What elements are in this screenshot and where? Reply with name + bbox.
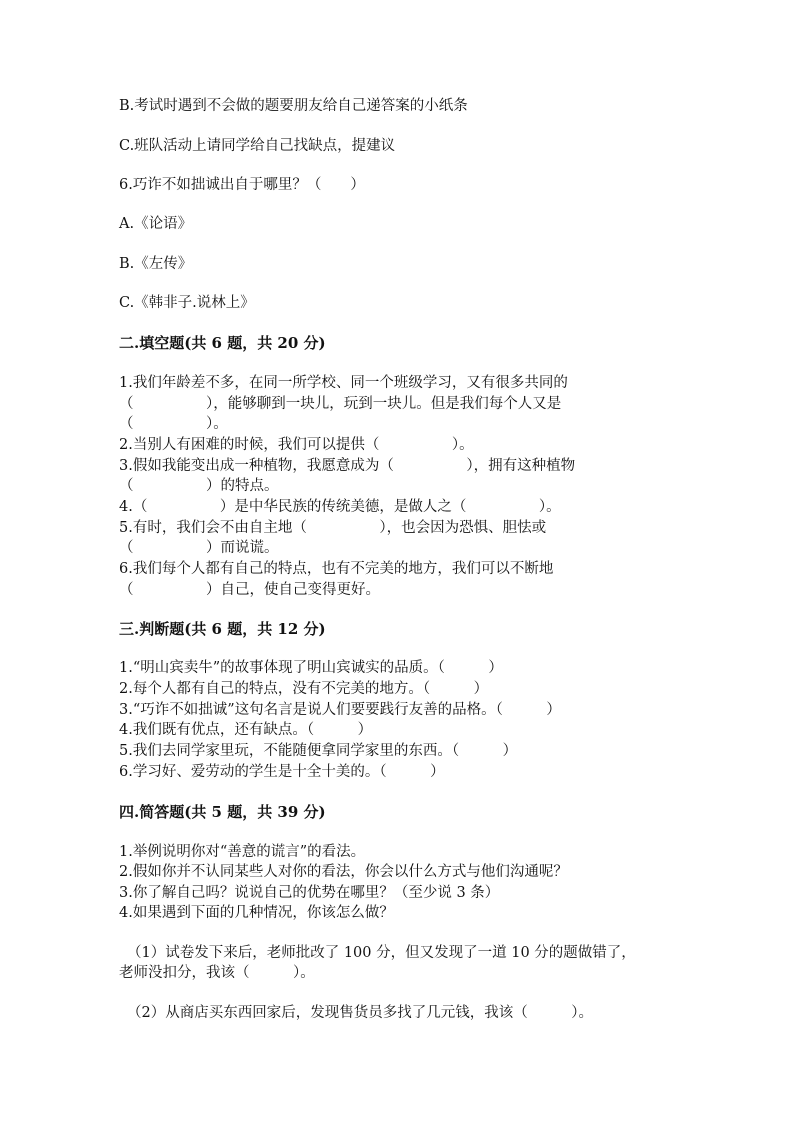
fill-blank-line: （ ）。 [119,416,228,432]
fill-blank-line: 1.我们年龄差不多，在同一所学校、同一个班级学习，又有很多共同的 [119,375,568,391]
short-answer-line: 3.你了解自己吗？说说自己的优势在哪里？（至少说 3 条） [119,885,500,901]
fill-blank-line: （ ），能够聊到一块儿，玩到一块儿。但是我们每个人又是 [119,396,562,412]
sub-question-1-cont: 老师没扣分，我该（ ）。 [119,965,315,981]
fill-blank-line: 6.我们每个人都有自己的特点，也有不完美的地方，我们可以不断地 [119,561,554,577]
fill-blank-line: 2.当别人有困难的时候，我们可以提供（ ）。 [119,437,474,453]
short-answer-line: 2.假如你并不认同某些人对你的看法，你会以什么方式与他们沟通呢？ [119,864,568,880]
true-false-line: 1.“明山宾卖牛”的故事体现了明山宾诚实的品质。（ ） [119,660,503,676]
true-false-heading: 三.判断题(共 6 题，共 12 分) [119,620,326,638]
q5-option-c: C.班队活动上请同学给自己找缺点，提建议 [119,138,396,154]
fill-blank-line: （ ）的特点。 [119,478,279,494]
q6-stem: 6.巧诈不如拙诚出自于哪里？（ ） [119,177,365,193]
sub-question-2: （2）从商店买东西回家后，发现售货员多找了几元钱，我该（ ）。 [127,1005,593,1021]
short-answer-heading: 四.简答题(共 5 题，共 39 分) [119,803,326,821]
true-false-line: 5.我们去同学家里玩，不能随便拿同学家里的东西。（ ） [119,743,518,759]
true-false-line: 2.每个人都有自己的特点，没有不完美的地方。（ ） [119,681,489,697]
fill-blank-heading: 二.填空题(共 6 题，共 20 分) [119,334,326,352]
sub-question-1: （1）试卷发下来后，老师批改了 100 分，但又发现了一道 10 分的题做错了， [127,945,636,961]
fill-blank-line: 3.假如我能变出成一种植物，我愿意成为（ ），拥有这种植物 [119,458,576,474]
q5-option-b: B.考试时遇到不会做的题要朋友给自己递答案的小纸条 [119,98,468,114]
short-answer-line: 1.举例说明你对“善意的谎言”的看法。 [119,844,366,860]
true-false-line: 6.学习好、爱劳动的学生是十全十美的。（ ） [119,764,445,780]
q6-option-b: B.《左传》 [119,256,193,272]
q6-option-c: C.《韩非子.说林上》 [119,295,255,311]
q6-option-a: A.《论语》 [119,216,193,232]
short-answer-line: 4.如果遇到下面的几种情况，你该怎么做？ [119,905,394,921]
fill-blank-line: 4.（ ）是中华民族的传统美德，是做人之（ ）。 [119,499,561,515]
fill-blank-line: 5.有时，我们会不由自主地（ ），也会因为恐惧、胆怯或 [119,520,547,536]
true-false-line: 4.我们既有优点，还有缺点。（ ） [119,722,373,738]
true-false-line: 3.“巧诈不如拙诚”这句名言是说人们要要践行友善的品格。（ ） [119,702,561,718]
fill-blank-line: （ ）自己，使自己变得更好。 [119,582,380,598]
fill-blank-line: （ ）而说谎。 [119,540,279,556]
